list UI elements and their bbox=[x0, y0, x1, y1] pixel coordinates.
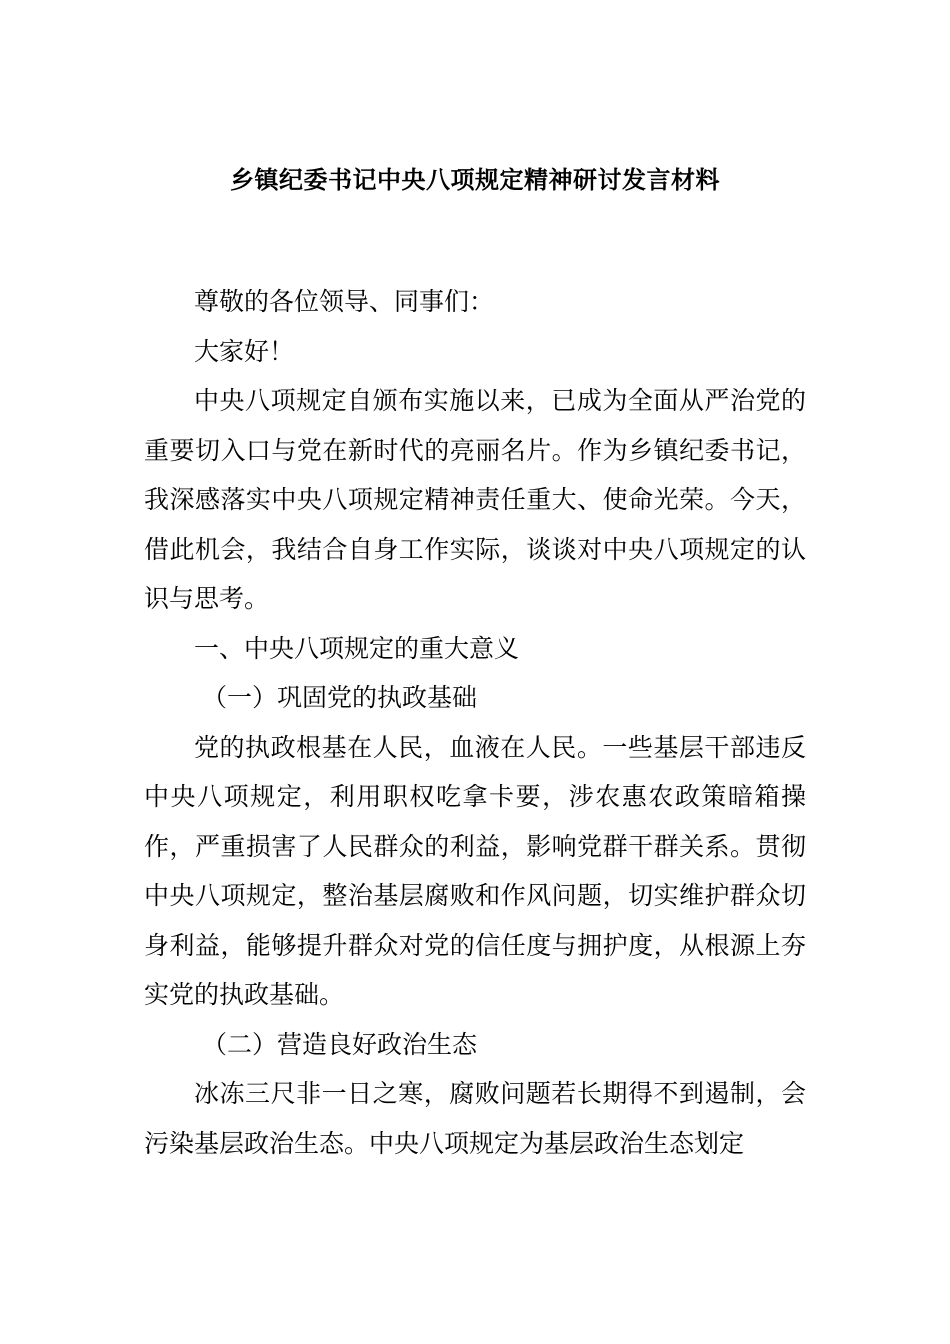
hello-paragraph: 大家好！ bbox=[194, 336, 295, 366]
subsection-paragraph: 党的执政根基在人民，血液在人民。一些基层干部违反中央八项规定，利用职权吃拿卡要，涉农惠农政策暗箱操作，严重损害了人民群众的利益，影响党群干群关系。贯彻中央八项规定，整治基层腐败和作风问题，切实维护群众切身利益，能够提升群众对党的信任度与拥护度，从根源上夯实党的执政基础。 bbox=[144, 732, 806, 1009]
greeting-paragraph: 尊敬的各位领导、同事们： bbox=[194, 287, 495, 316]
subsection-paragraph: 冰冻三尺非一日之寒，腐败问题若长期得不到遏制，会污染基层政治生态。中央八项规定为基层政治生态划定 bbox=[144, 1079, 806, 1158]
document-title: 乡镇纪委书记中央八项规定精神研讨发言材料 bbox=[230, 166, 720, 194]
intro-paragraph: 中央八项规定自颁布实施以来，已成为全面从严治党的重要切入口与党在新时代的亮丽名片。作为乡镇纪委书记，我深感落实中央八项规定精神责任重大、使命光荣。今天，借此机会，我结合自身工作实际，谈谈对中央八项规定的认识与思考。 bbox=[144, 386, 806, 613]
document-body bbox=[144, 277, 806, 1168]
subsection-heading: （一）巩固党的执政基础 bbox=[202, 683, 478, 712]
section-heading: 一、中央八项规定的重大意义 bbox=[194, 633, 520, 663]
subsection-heading: （二）营造良好政治生态 bbox=[202, 1029, 478, 1059]
